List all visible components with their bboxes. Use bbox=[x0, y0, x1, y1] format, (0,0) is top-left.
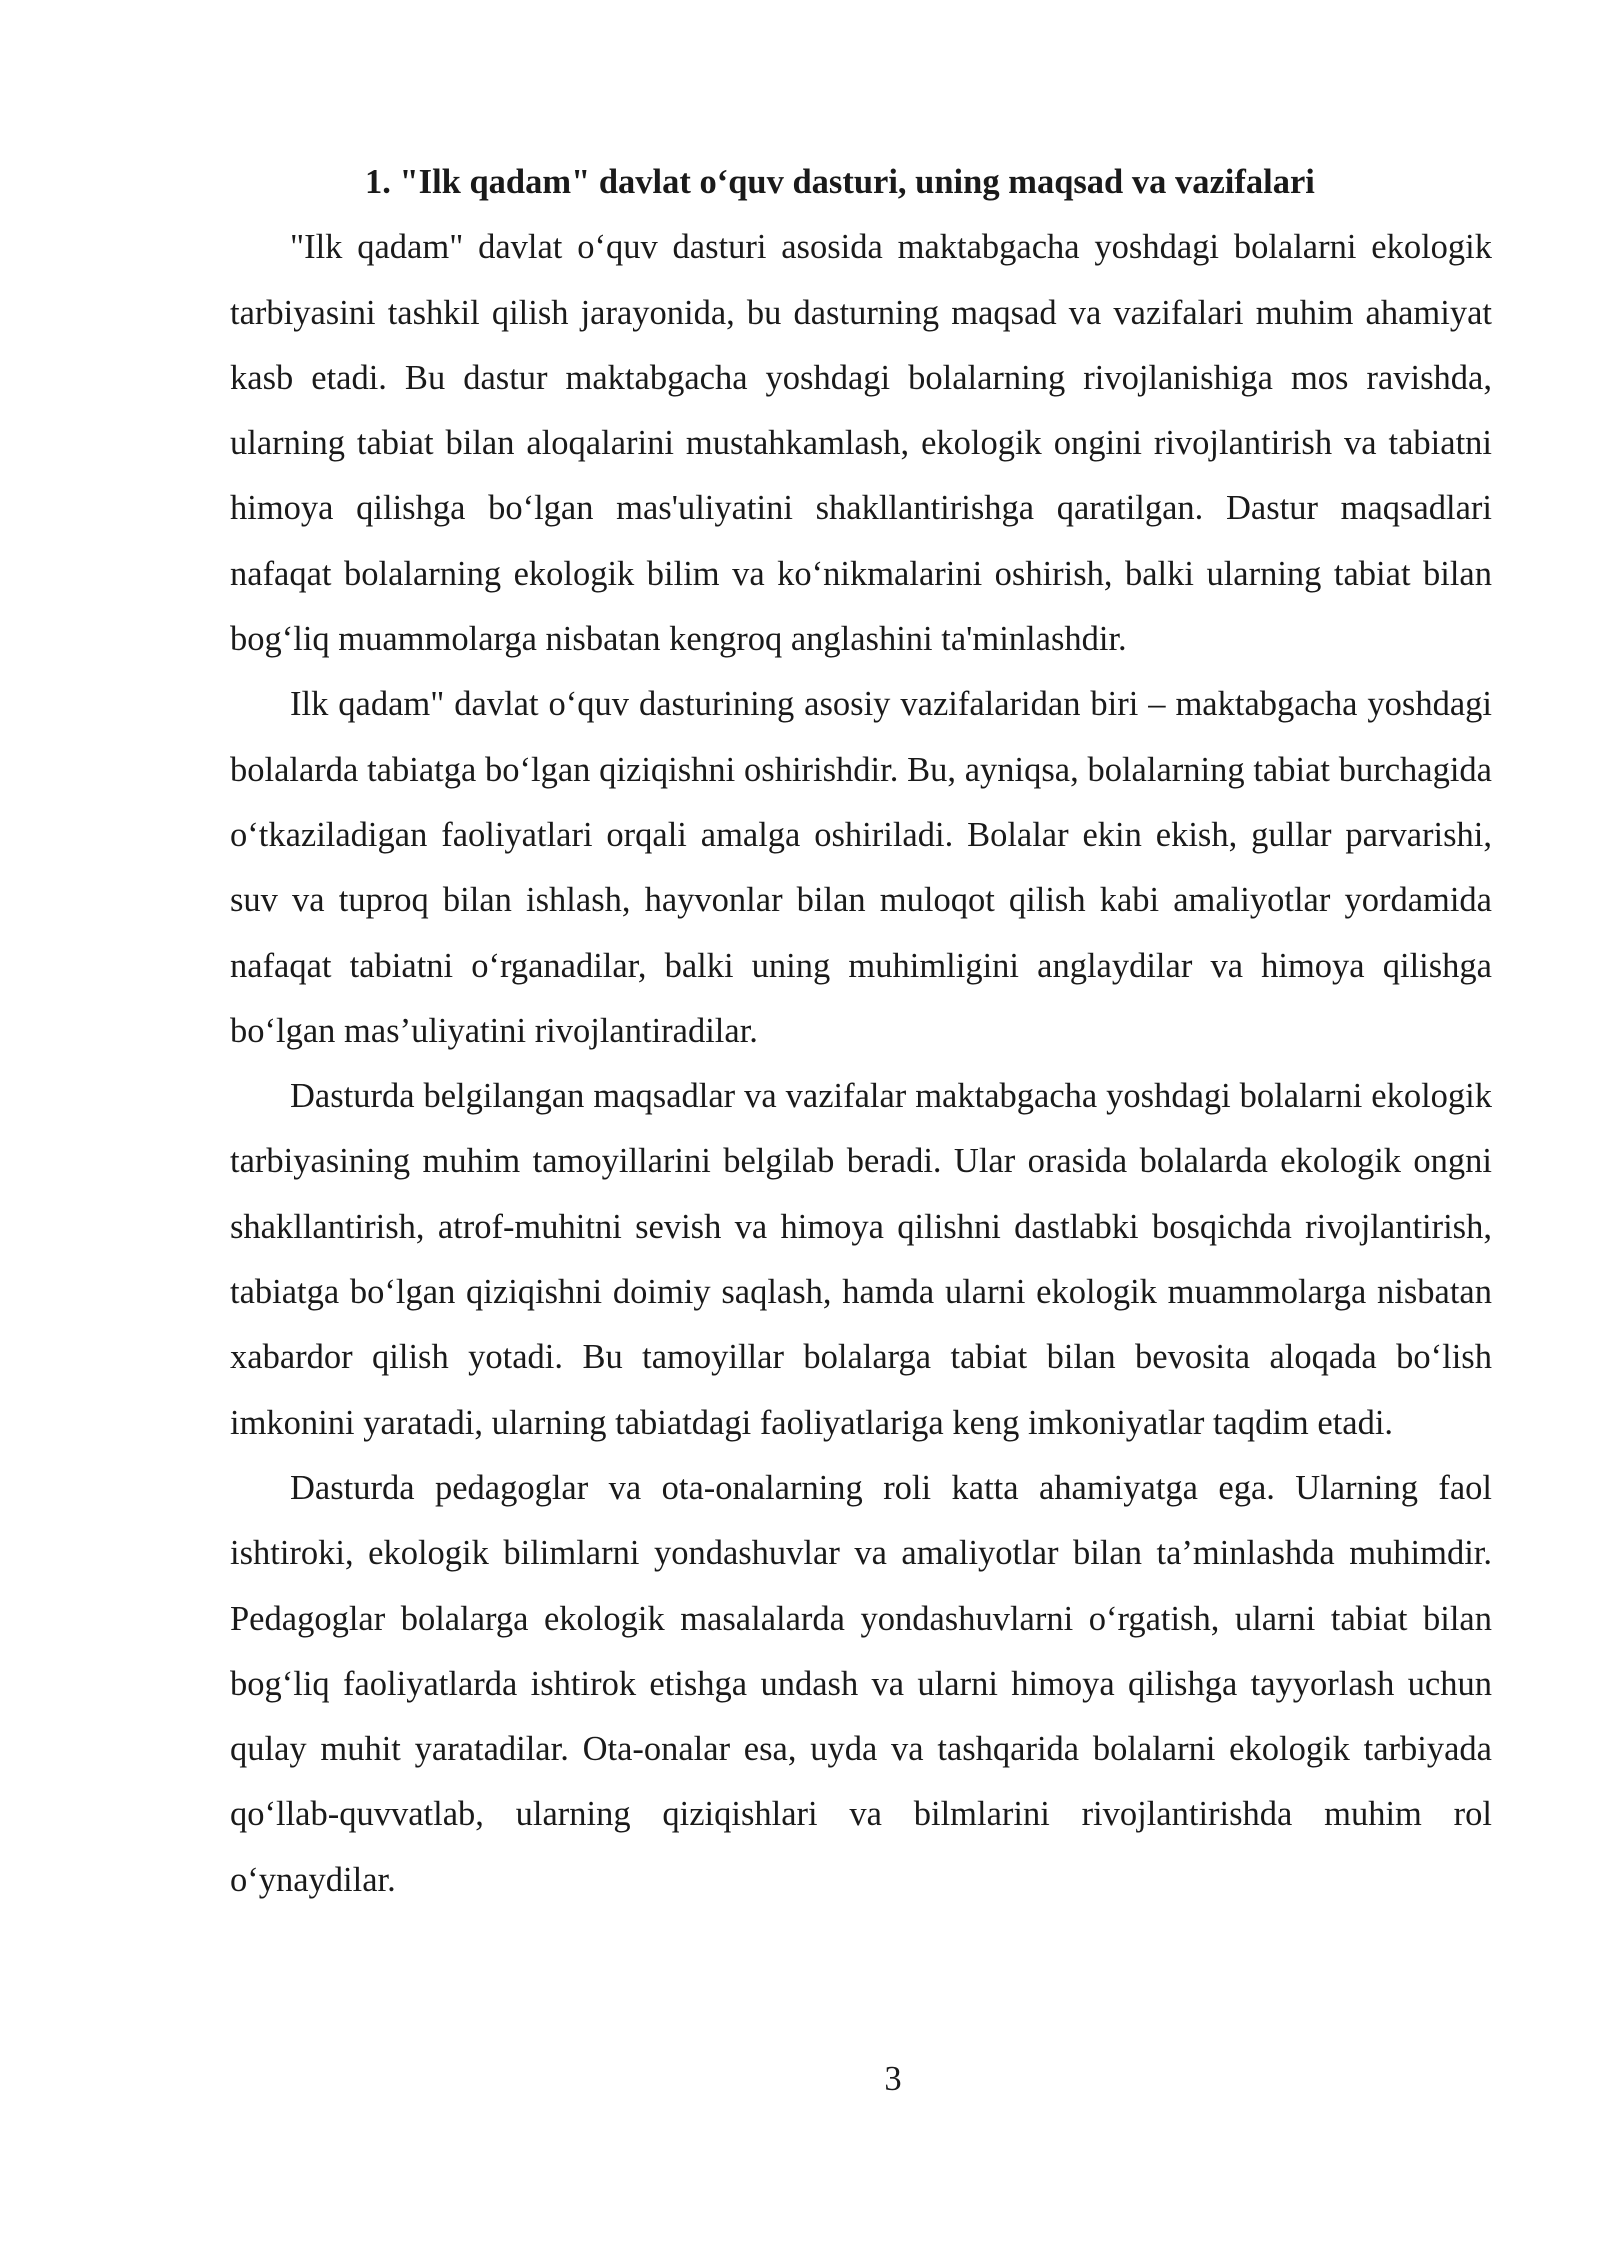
paragraph-3: Dasturda belgilangan maqsadlar va vazifalar maktabgacha yoshdagi bolalarni ekologik tarbiyasining muhim tamoyillarini belgilab beradi. Ular orasida bolalarda ekologik ongni shakllantirish, atrof-muhitni sevish va himoya qilishni dastlabki bosqichda rivojlantirish, tabiatga bo‘lgan qiziqishni doimiy saqlash, hamda ularni ekologik muammolarga nisbatan xabardor qilish yotadi. Bu tamoyillar bolalarga tabiat bilan bevosita aloqada bo‘lish imkonini yaratadi, ularning tabiatdagi faoliyatlariga keng imkoniyatlar taqdim etadi. bbox=[230, 1077, 1492, 1442]
page-number-container bbox=[0, 2060, 1600, 2099]
paragraph-4: Dasturda pedagoglar va ota-onalarning roli katta ahamiyatga ega. Ularning faol ishtiroki, ekologik bilimlarni yondashuvlar va amaliyotlar bilan ta’minlashda muhimdir. Pedagoglar bolalarga ekologik masalalarda yondashuvlarni o‘rgatish, ularni tabiat bilan bog‘liq faoliyatlarda ishtirok etishga undash va ularni himoya qilishga tayyorlash uchun qulay muhit yaratadilar. Ota-onalar esa, uyda va tashqarida bolalarni ekologik tarbiyada qo‘llab-quvvatlab, ularning qiziqishlari va bilmlarini rivojlantirishda muhim rol o‘ynaydilar. bbox=[230, 1468, 1492, 1899]
section-heading: 1. "Ilk qadam" davlat o‘quv dasturi, uning maqsad va vazifalari bbox=[365, 163, 1315, 201]
paragraph-2: Ilk qadam" davlat o‘quv dasturining asosiy vazifalaridan biri – maktabgacha yoshdagi bolalarda tabiatga bo‘lgan qiziqishni oshirishdir. Bu, ayniqsa, bolalarning tabiat burchagida o‘tkaziladigan faoliyatlari orqali amalga oshiriladi. Bolalar ekin ekish, gullar parvarishi, suv va tuproq bilan ishlash, hayvonlar bilan muloqot qilish kabi amaliyotlar yordamida nafaqat tabiatni o‘rganadilar, balki uning muhimligini anglaydilar va himoya qilishga bo‘lgan mas’uliyatini rivojlantiradilar. bbox=[230, 685, 1492, 1050]
page-number: 3 bbox=[884, 2060, 902, 2098]
paragraph-1: "Ilk qadam" davlat o‘quv dasturi asosida maktabgacha yoshdagi bolalarni ekologik tarbiyasini tashkil qilish jarayonida, bu dasturning maqsad va vazifalari muhim ahamiyat kasb etadi. Bu dastur maktabgacha yoshdagi bolalarning rivojlanishiga mos ravishda, ularning tabiat bilan aloqalarini mustahkamlash, ekologik ongini rivojlantirish va tabiatni himoya qilishga bo‘lgan mas'uliyatini shakllantirishga qaratilgan. Dastur maqsadlari nafaqat bolalarning ekologik bilim va ko‘nikmalarini oshirish, balki ularning tabiat bilan bog‘liq muammolarga nisbatan kengroq anglashini ta'minlashdir. bbox=[230, 228, 1492, 659]
document-page bbox=[230, 150, 1492, 1913]
